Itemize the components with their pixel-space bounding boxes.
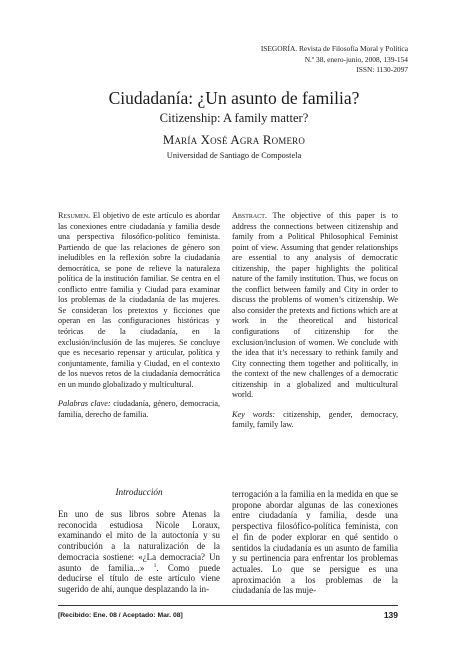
- page-number: 139: [383, 610, 398, 620]
- resumen-paragraph: [58, 211, 220, 390]
- footer-rule: [58, 605, 398, 606]
- article-subtitle: Citizenship: A family matter?: [159, 111, 309, 125]
- article-title: Ciudadanía: ¿Un asunto de familia?: [108, 88, 360, 108]
- author-affiliation: Universidad de Santiago de Compostela: [166, 151, 302, 160]
- resumen-block: [58, 211, 220, 420]
- abstract-label: Abstract.: [232, 211, 267, 220]
- abstract-paragraph: [232, 211, 398, 401]
- key-words: [232, 410, 398, 431]
- body-text-right: [232, 489, 398, 596]
- palabras-clave-label: Palabras clave:: [58, 399, 111, 409]
- received-accepted-dates: [Recibido: Ene. 08 / Aceptado: Mar. 08]: [58, 612, 183, 619]
- author-name: María Xosé Agra Romero: [162, 133, 306, 147]
- key-words-text: citizenship, gender, democracy, family, family law.: [232, 409, 398, 430]
- issue-info: N.º 38, enero-junio, 2008, 139-154: [304, 54, 408, 64]
- body-right-text: terrogación a la familia en la medida en que se propone abordar algunas de las conexiones entre ciudadanía y familia, desde una perspectiva filosófico-política feminista, con el fin de poder explorar en qué sentido o sentidos la ciudadanía es un asunto de familia y su pertinencia para enfrentar los problemas actuales. Lo que se persigue es una aproximación a los problemas de la ciudadanía de las muje-: [232, 489, 398, 596]
- resumen-label: Resumen.: [58, 211, 91, 220]
- footnote-marker[interactable]: 1: [153, 562, 157, 569]
- resumen-text: El objetivo de este artículo es abordar las conexiones entre ciudadanía y familia desde una perspectiva filosófico-político feminista. Partiendo de que las relaciones de género son ineludibles en la reflexión sobre la ciudadanía democrática, se pone de relieve la naturaleza política de la institución familiar. Se centra en el conflicto entre familia y Ciudad para examinar los problemas de la ciudadanía de las mujeres. Se consideran los pretextos y ficciones que operan en las configuraciones históricas y teóricas de la ciudadanía, en la exclusión/inclusión de las mujeres. Se concluye que es necesario repensar y articular, política y conjuntamente, familia y Ciudad, en el contexto de los nuevos retos de la ciudadanía democrática en un mundo globalizado y multicultural.: [58, 211, 220, 389]
- issn: ISSN: 1130-2097: [356, 65, 408, 75]
- key-words-label: Key words:: [232, 409, 276, 419]
- palabras-clave: [58, 399, 220, 420]
- section-heading: Introducción: [115, 487, 163, 497]
- body-text-left: [58, 509, 220, 595]
- journal-name: ISEGORÍA. Revista de Filosofía Moral y Política: [260, 44, 408, 53]
- body-left-text-cont: . Como puede deducirse el título de este artículo viene sugerido de ahí, aunque desplazando la in-: [58, 562, 221, 594]
- palabras-clave-text: ciudadanía, género, democracia, familia, derecho de familia.: [58, 399, 220, 419]
- journal-header: [148, 44, 408, 76]
- abstract-text: The objective of this paper is to address the connections between citizenship and family from a Political Philosophical Feminist point of view. Assuming that gender relationships are essential to any analysis of democratic citizenship, the paper highlights the political nature of the family institution. Thus, we focus on the conflict between family and City in order to discuss the problems of women’s citizenship. We also consider the pretexts and fictions which are at work in the theoretical and historical configurations of citizenship for the exclusion/inclusion of women. We conclude with the idea that it’s necessary to rethink family and City connecting them together and politically, in the context of the new challenges of a democratic citizenship in a globalized and multicultural world.: [232, 211, 398, 400]
- abstract-block: [232, 211, 398, 431]
- body-left-text: En uno de sus libros sobre Atenas la reconocida estudiosa Nicole Loraux, examinando el mito de la autoctonía y su contribución a la naturalización de la democracia sostiene: «¿La democracia? Un asunto de familia...»: [58, 509, 220, 573]
